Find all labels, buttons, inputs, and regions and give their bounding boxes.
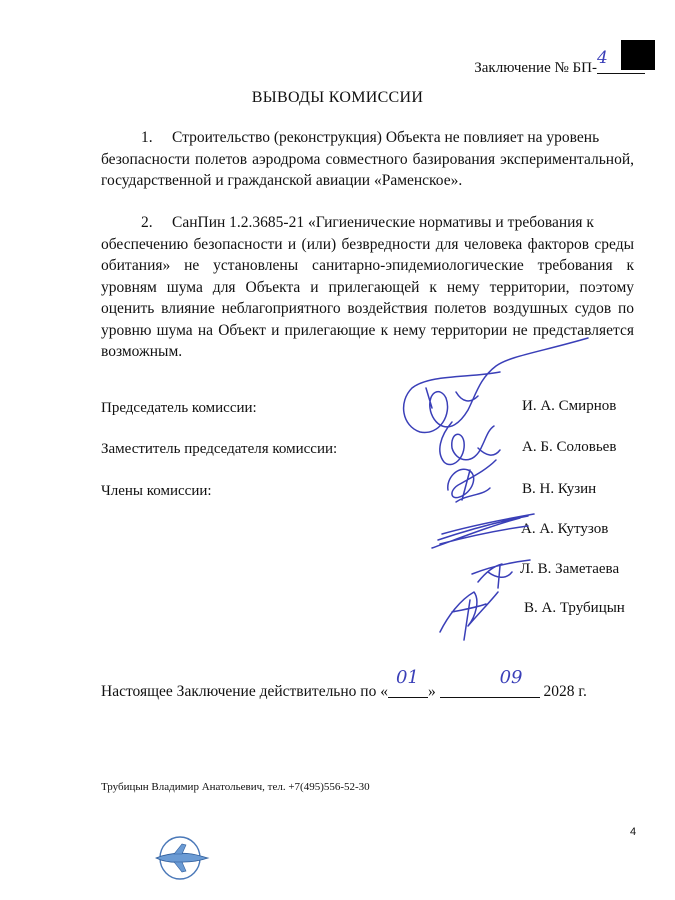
conclusion-number [474,48,645,77]
chair-role: Председатель комиссии: [101,400,257,416]
validity-line [101,667,587,701]
aircraft-logo-icon [152,832,210,884]
members-role: Члены комиссии: [101,483,212,499]
paragraph-1-rest: безопасности полетов аэродрома совместного базирования экспериментальной, государственной и гражданской авиации «Раменское». [101,150,634,189]
validity-mid: » [427,683,436,700]
signature-member-1 [448,460,496,502]
paragraph-2-first-line: 2. СанПин 1.2.3685-21 «Гигиенические нормативы и требования к [141,214,594,231]
member-name: В. А. Трубицын [524,600,625,616]
deputy-role: Заместитель председателя комиссии: [101,441,338,457]
paragraph-1-first-line: 1. Строительство (реконструкция) Объекта не повлияет на уровень [141,129,600,146]
paragraph-2-rest: обеспечению безопасности и (или) безвредности для человека факторов среды обитания» не установлены санитарно-эпидемиологические требования к уровням шума для Объекта и прилегающей к нему территории, поэтому оценить влияние неблагоприятного воздействия полетов воздушных судов по уровню шума на Объект и прилегающие к нему территории не представляется возможным. [101,235,634,360]
validity-day: 01 [395,667,419,688]
signature-member-4 [440,592,498,640]
validity-month: 09 [499,667,523,688]
validity-month-blank [440,667,540,698]
footer-contact: Трубицын Владимир Анатольевич, тел. +7(495)556-52-30 [101,781,370,793]
chair-name: И. А. Смирнов [522,398,617,414]
member-name: Л. В. Заметаева [520,561,620,577]
signature-member-2 [432,514,534,548]
member-name: В. Н. Кузин [522,481,597,497]
signature-deputy [440,422,500,465]
deputy-name: А. Б. Соловьев [522,439,617,455]
conclusion-label: Заключение № БП- [474,60,597,76]
paragraph-2 [101,212,634,363]
conclusion-number-blank [597,48,645,74]
page-title: ВЫВОДЫ КОМИССИИ [251,89,424,106]
validity-prefix: Настоящее Заключение действительно по « [101,683,388,700]
handwritten-number: 4 [597,48,608,68]
paragraph-1 [101,127,634,192]
validity-day-blank [388,667,428,698]
validity-year: 2028 г. [543,683,587,700]
redaction-box [621,40,655,70]
page-number: 4 [630,826,637,838]
member-name: А. А. Кутузов [521,521,609,537]
